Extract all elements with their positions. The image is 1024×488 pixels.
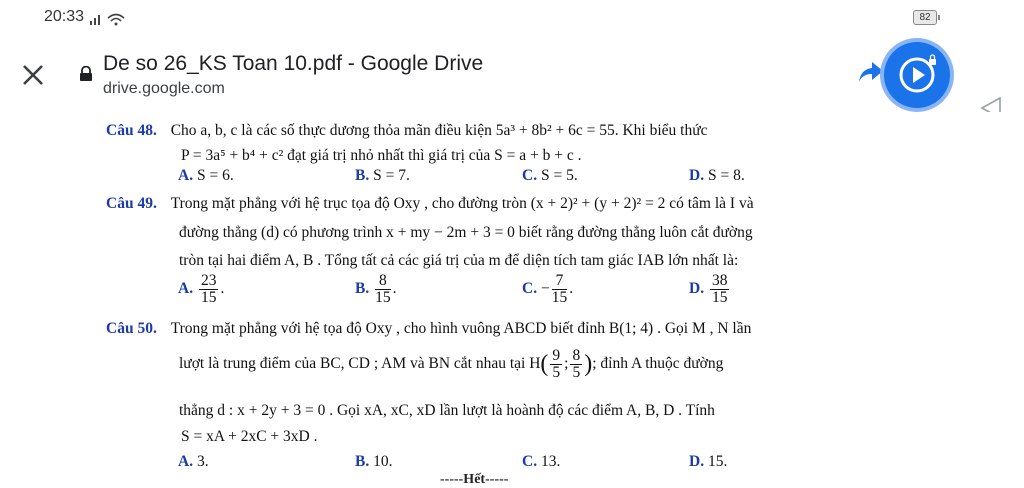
question-48-label: Câu 48. (106, 122, 157, 139)
question-49-option-b[interactable]: B. $\frac{8}{15}$ . (355, 272, 397, 306)
question-49-label: Câu 49. (106, 195, 157, 212)
question-50-option-b[interactable]: B. 10. (355, 453, 393, 470)
question-49-option-c[interactable]: C. − $\frac{7}{15}$ . (522, 272, 574, 306)
question-49-line-1: Câu 49. Trong mặt phẳng với hệ trục tọa độ Oxy , cho đường tròn (x + 2)² + (y + 2)² = 2 có tâm là I và (106, 195, 754, 212)
question-48-option-b[interactable]: B. S = 7. (355, 167, 410, 184)
status-time: 20:33 (44, 8, 85, 25)
question-50-option-d[interactable]: D. 15. (689, 453, 728, 470)
question-48-option-c[interactable]: C. S = 5. (522, 167, 578, 184)
document-url: drive.google.com (103, 80, 225, 97)
status-bar (0, 0, 1024, 36)
question-50-line-1: Câu 50. Trong mặt phẳng với hệ tọa độ Oxy , cho hình vuông ABCD biết đỉnh B(1; 4) . Gọi M , N lần (106, 320, 752, 337)
question-50-label: Câu 50. (106, 320, 157, 337)
question-50-line-3: thẳng d : x + 2y + 3 = 0 . Gọi xA, xC, xD lần lượt là hoành độ các điểm A, B, D . Tính (179, 402, 715, 419)
question-49-line-3: tròn tại hai điểm A, B . Tổng tất cả các giá trị của m để diện tích tam giác IAB lớn nhất là: (179, 252, 739, 269)
signal-wifi-icon (90, 12, 130, 26)
pdf-page (0, 112, 1024, 485)
question-48-line-1: Câu 48. Cho a, b, c là các số thực dương thỏa mãn điều kiện 5a³ + 8b² + 6c = 55. Khi biểu thức (106, 122, 708, 139)
document-footer: -----Hết----- (440, 472, 509, 487)
question-50-line-2: lượt là trung điểm của BC, CD ; AM và BN cắt nhau tại H( $\frac{9}{5}$ ; $\frac{8}{5}$ ); đỉnh A thuộc đường (179, 347, 724, 381)
question-48-option-a[interactable]: A. S = 6. (178, 167, 234, 184)
document-title: De so 26_KS Toan 10.pdf - Google Drive (103, 52, 484, 75)
question-49-line-2: đường thẳng (d) có phương trình x + my − 2m + 3 = 0 biết rằng đường thẳng luôn cắt đường (179, 224, 753, 241)
question-50-option-a[interactable]: A. 3. (178, 453, 209, 470)
floating-action-bubble[interactable] (884, 42, 950, 108)
question-50-option-c[interactable]: C. 13. (522, 453, 561, 470)
close-icon[interactable] (18, 60, 48, 90)
play-lock-icon (884, 42, 950, 108)
question-49-option-d[interactable]: D. $\frac{38}{15}$ (689, 272, 728, 306)
question-50-line-4: S = xA + 2xC + 3xD . (181, 428, 318, 445)
battery-indicator: 82 (913, 10, 937, 25)
question-48-line-2: P = 3a⁵ + b⁴ + c² đạt giá trị nhỏ nhất thì giá trị của S = a + b + c . (181, 147, 582, 164)
share-arrow-icon[interactable] (858, 60, 884, 84)
question-49-option-a[interactable]: A. $\frac{23}{15}$ . (178, 272, 225, 306)
question-48-option-d[interactable]: D. S = 8. (689, 167, 745, 184)
lock-icon (79, 66, 93, 82)
